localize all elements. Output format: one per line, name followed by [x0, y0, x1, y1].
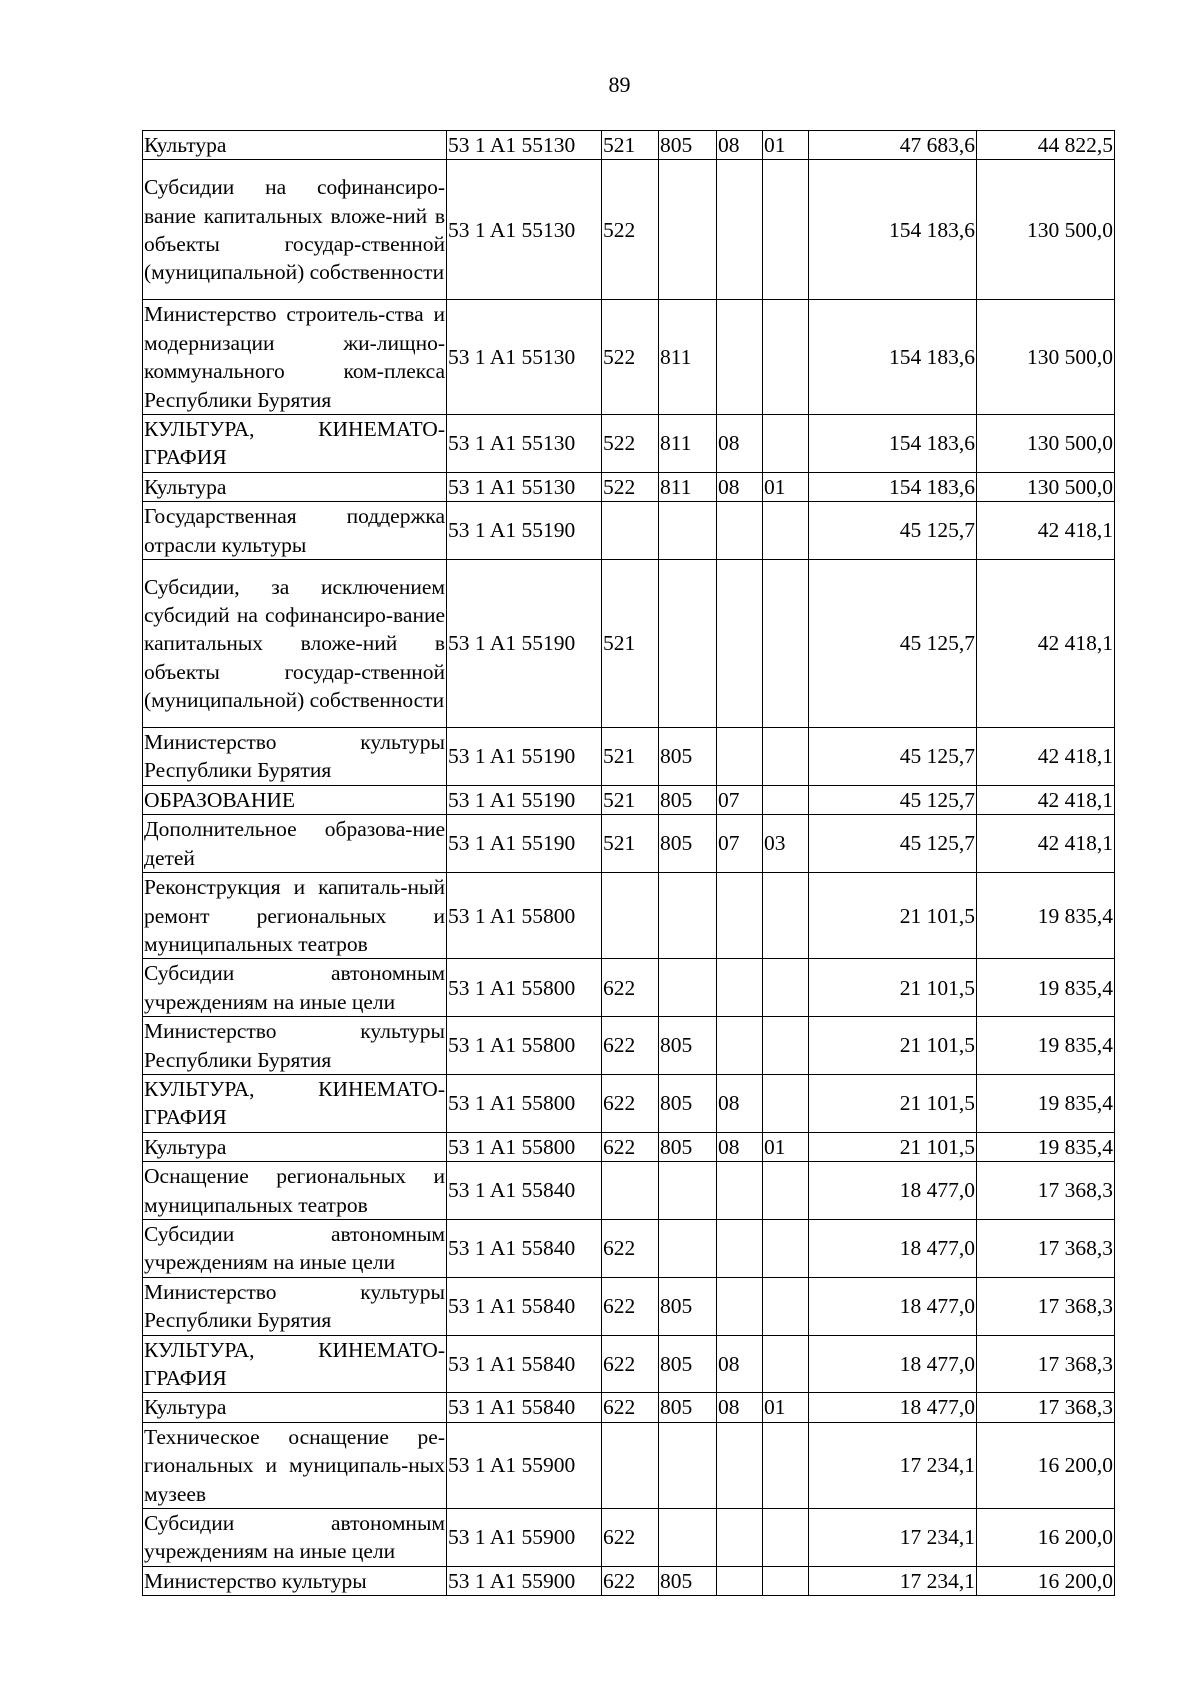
amount-year1-cell: 18 477,0	[809, 1219, 977, 1277]
subsection-cell	[763, 1566, 809, 1595]
ministry-code-cell	[659, 1422, 717, 1508]
amount-year1-cell: 17 234,1	[809, 1566, 977, 1595]
amount-year2-cell: 130 500,0	[977, 300, 1115, 415]
subsection-cell	[763, 160, 809, 300]
row-name-cell: Министерство культуры Республики Бурятия	[143, 1277, 447, 1335]
section-cell: 07	[717, 815, 763, 873]
row-name-cell: Культура	[143, 1393, 447, 1422]
section-cell	[717, 1162, 763, 1220]
table-row	[143, 1393, 1115, 1422]
target-article-cell: 53 1 A1 55190	[447, 815, 602, 873]
expense-type-cell: 622	[602, 1219, 659, 1277]
target-article-cell: 53 1 A1 55190	[447, 560, 602, 728]
ministry-code-cell: 811	[659, 300, 717, 415]
target-article-cell: 53 1 A1 55800	[447, 873, 602, 959]
amount-year2-cell: 42 418,1	[977, 728, 1115, 786]
row-name-cell: КУЛЬТУРА, КИНЕМАТО-ГРАФИЯ	[143, 1074, 447, 1132]
ministry-code-cell: 805	[659, 1566, 717, 1595]
subsection-cell	[763, 1162, 809, 1220]
table-row	[143, 959, 1115, 1017]
section-cell: 08	[717, 1132, 763, 1161]
section-cell: 08	[717, 1393, 763, 1422]
ministry-code-cell	[659, 160, 717, 300]
row-name-cell: КУЛЬТУРА, КИНЕМАТО-ГРАФИЯ	[143, 415, 447, 473]
expense-type-cell: 521	[602, 815, 659, 873]
table-row	[143, 300, 1115, 415]
target-article-cell: 53 1 A1 55130	[447, 300, 602, 415]
expense-type-cell: 522	[602, 300, 659, 415]
section-cell	[717, 1219, 763, 1277]
subsection-cell	[763, 1219, 809, 1277]
row-name-cell: Субсидии, за исключением субсидий на софинансиро-вание капитальных вложе-ний в объекты государ-ственной (муниципальной) собственности	[143, 560, 447, 728]
amount-year2-cell: 19 835,4	[977, 1132, 1115, 1161]
amount-year2-cell: 130 500,0	[977, 160, 1115, 300]
subsection-cell	[763, 1335, 809, 1393]
subsection-cell: 01	[763, 472, 809, 501]
table-row	[143, 502, 1115, 560]
ministry-code-cell: 805	[659, 785, 717, 814]
row-name-cell: Государственная поддержка отрасли культуры	[143, 502, 447, 560]
row-name-cell: Министерство культуры Республики Бурятия	[143, 728, 447, 786]
row-name-cell: КУЛЬТУРА, КИНЕМАТО-ГРАФИЯ	[143, 1335, 447, 1393]
row-name-cell: Министерство культуры Республики Бурятия	[143, 1017, 447, 1075]
table-row	[143, 131, 1115, 160]
section-cell: 08	[717, 472, 763, 501]
target-article-cell: 53 1 A1 55840	[447, 1335, 602, 1393]
row-name-cell: Культура	[143, 131, 447, 160]
expense-type-cell: 622	[602, 1393, 659, 1422]
section-cell	[717, 502, 763, 560]
amount-year1-cell: 45 125,7	[809, 502, 977, 560]
target-article-cell: 53 1 A1 55840	[447, 1162, 602, 1220]
amount-year2-cell: 17 368,3	[977, 1219, 1115, 1277]
target-article-cell: 53 1 A1 55900	[447, 1566, 602, 1595]
amount-year1-cell: 17 234,1	[809, 1422, 977, 1508]
amount-year1-cell: 18 477,0	[809, 1162, 977, 1220]
section-cell: 08	[717, 415, 763, 473]
amount-year2-cell: 42 418,1	[977, 785, 1115, 814]
amount-year2-cell: 19 835,4	[977, 1017, 1115, 1075]
section-cell	[717, 1277, 763, 1335]
expense-type-cell: 622	[602, 1566, 659, 1595]
section-cell	[717, 1017, 763, 1075]
section-cell	[717, 728, 763, 786]
section-cell	[717, 959, 763, 1017]
table-row	[143, 873, 1115, 959]
expense-type-cell: 521	[602, 785, 659, 814]
subsection-cell	[763, 300, 809, 415]
table-row	[143, 160, 1115, 300]
row-name-cell: Культура	[143, 1132, 447, 1161]
amount-year2-cell: 130 500,0	[977, 415, 1115, 473]
ministry-code-cell	[659, 1219, 717, 1277]
section-cell: 08	[717, 1074, 763, 1132]
page-number: 89	[608, 72, 631, 97]
row-name-cell: Министерство строитель-ства и модернизации жи-лищно-коммунального ком-плекса Республики Бурятия	[143, 300, 447, 415]
target-article-cell: 53 1 A1 55900	[447, 1509, 602, 1567]
amount-year1-cell: 18 477,0	[809, 1335, 977, 1393]
table-row	[143, 785, 1115, 814]
row-name-cell: ОБРАЗОВАНИЕ	[143, 785, 447, 814]
section-cell	[717, 1566, 763, 1595]
table-row	[143, 1162, 1115, 1220]
subsection-cell	[763, 1422, 809, 1508]
subsection-cell	[763, 728, 809, 786]
table-row	[143, 1566, 1115, 1595]
ministry-code-cell: 811	[659, 472, 717, 501]
budget-table	[142, 130, 1115, 1596]
expense-type-cell: 622	[602, 1074, 659, 1132]
row-name-cell: Дополнительное образова-ние детей	[143, 815, 447, 873]
table-row	[143, 1132, 1115, 1161]
amount-year1-cell: 154 183,6	[809, 160, 977, 300]
expense-type-cell	[602, 1422, 659, 1508]
expense-type-cell: 521	[602, 131, 659, 160]
expense-type-cell: 521	[602, 728, 659, 786]
section-cell	[717, 300, 763, 415]
subsection-cell	[763, 502, 809, 560]
subsection-cell: 01	[763, 1132, 809, 1161]
table-row	[143, 560, 1115, 728]
target-article-cell: 53 1 A1 55130	[447, 160, 602, 300]
row-name-cell: Субсидии автономным учреждениям на иные цели	[143, 1219, 447, 1277]
target-article-cell: 53 1 A1 55130	[447, 415, 602, 473]
amount-year2-cell: 16 200,0	[977, 1509, 1115, 1567]
ministry-code-cell	[659, 560, 717, 728]
amount-year1-cell: 18 477,0	[809, 1277, 977, 1335]
expense-type-cell	[602, 873, 659, 959]
target-article-cell: 53 1 A1 55840	[447, 1219, 602, 1277]
section-cell: 07	[717, 785, 763, 814]
target-article-cell: 53 1 A1 55190	[447, 785, 602, 814]
amount-year2-cell: 17 368,3	[977, 1162, 1115, 1220]
expense-type-cell	[602, 1162, 659, 1220]
amount-year2-cell: 17 368,3	[977, 1335, 1115, 1393]
target-article-cell: 53 1 A1 55130	[447, 131, 602, 160]
row-name-cell: Министерство культуры	[143, 1566, 447, 1595]
row-name-cell: Техническое оснащение ре-гиональных и муниципаль-ных музеев	[143, 1422, 447, 1508]
amount-year2-cell: 19 835,4	[977, 959, 1115, 1017]
table-row	[143, 472, 1115, 501]
row-name-cell: Субсидии автономным учреждениям на иные цели	[143, 1509, 447, 1567]
amount-year2-cell: 42 418,1	[977, 560, 1115, 728]
table-row	[143, 1277, 1115, 1335]
target-article-cell: 53 1 A1 55840	[447, 1277, 602, 1335]
expense-type-cell: 522	[602, 472, 659, 501]
section-cell	[717, 160, 763, 300]
amount-year2-cell: 19 835,4	[977, 1074, 1115, 1132]
amount-year1-cell: 45 125,7	[809, 815, 977, 873]
target-article-cell: 53 1 A1 55800	[447, 1017, 602, 1075]
row-name-cell: Реконструкция и капиталь-ный ремонт региональных и муниципальных театров	[143, 873, 447, 959]
amount-year1-cell: 21 101,5	[809, 873, 977, 959]
expense-type-cell: 622	[602, 959, 659, 1017]
table-row	[143, 815, 1115, 873]
ministry-code-cell: 805	[659, 815, 717, 873]
table-row	[143, 415, 1115, 473]
subsection-cell	[763, 873, 809, 959]
target-article-cell: 53 1 A1 55130	[447, 472, 602, 501]
amount-year1-cell: 47 683,6	[809, 131, 977, 160]
ministry-code-cell: 805	[659, 131, 717, 160]
table-row	[143, 728, 1115, 786]
ministry-code-cell	[659, 873, 717, 959]
amount-year1-cell: 154 183,6	[809, 300, 977, 415]
target-article-cell: 53 1 A1 55800	[447, 1132, 602, 1161]
row-name-cell: Оснащение региональных и муниципальных театров	[143, 1162, 447, 1220]
section-cell	[717, 560, 763, 728]
amount-year1-cell: 45 125,7	[809, 728, 977, 786]
row-name-cell: Субсидии на софинансиро-вание капитальных вложе-ний в объекты государ-ственной (муниципальной) собственности	[143, 160, 447, 300]
amount-year1-cell: 154 183,6	[809, 472, 977, 501]
row-name-cell: Субсидии автономным учреждениям на иные цели	[143, 959, 447, 1017]
section-cell: 08	[717, 1335, 763, 1393]
expense-type-cell	[602, 502, 659, 560]
subsection-cell	[763, 959, 809, 1017]
amount-year1-cell: 154 183,6	[809, 415, 977, 473]
ministry-code-cell: 805	[659, 1132, 717, 1161]
ministry-code-cell: 805	[659, 1393, 717, 1422]
amount-year2-cell: 16 200,0	[977, 1566, 1115, 1595]
section-cell	[717, 873, 763, 959]
subsection-cell	[763, 1017, 809, 1075]
amount-year2-cell: 44 822,5	[977, 131, 1115, 160]
subsection-cell: 03	[763, 815, 809, 873]
ministry-code-cell: 805	[659, 1017, 717, 1075]
amount-year1-cell: 45 125,7	[809, 785, 977, 814]
table-row	[143, 1017, 1115, 1075]
amount-year1-cell: 21 101,5	[809, 1074, 977, 1132]
target-article-cell: 53 1 A1 55900	[447, 1422, 602, 1508]
expense-type-cell: 622	[602, 1132, 659, 1161]
amount-year2-cell: 42 418,1	[977, 815, 1115, 873]
section-cell	[717, 1422, 763, 1508]
ministry-code-cell: 805	[659, 728, 717, 786]
expense-type-cell: 622	[602, 1335, 659, 1393]
amount-year2-cell: 42 418,1	[977, 502, 1115, 560]
subsection-cell	[763, 1509, 809, 1567]
target-article-cell: 53 1 A1 55800	[447, 1074, 602, 1132]
amount-year2-cell: 16 200,0	[977, 1422, 1115, 1508]
amount-year2-cell: 17 368,3	[977, 1393, 1115, 1422]
section-cell: 08	[717, 131, 763, 160]
amount-year2-cell: 19 835,4	[977, 873, 1115, 959]
amount-year1-cell: 21 101,5	[809, 1017, 977, 1075]
subsection-cell	[763, 415, 809, 473]
ministry-code-cell: 805	[659, 1335, 717, 1393]
table-row	[143, 1074, 1115, 1132]
expense-type-cell: 521	[602, 560, 659, 728]
expense-type-cell: 622	[602, 1017, 659, 1075]
amount-year1-cell: 17 234,1	[809, 1509, 977, 1567]
target-article-cell: 53 1 A1 55800	[447, 959, 602, 1017]
subsection-cell: 01	[763, 131, 809, 160]
subsection-cell	[763, 1277, 809, 1335]
target-article-cell: 53 1 A1 55190	[447, 502, 602, 560]
amount-year1-cell: 21 101,5	[809, 959, 977, 1017]
expense-type-cell: 622	[602, 1277, 659, 1335]
ministry-code-cell	[659, 1162, 717, 1220]
ministry-code-cell: 811	[659, 415, 717, 473]
subsection-cell	[763, 785, 809, 814]
expense-type-cell: 522	[602, 160, 659, 300]
row-name-cell: Культура	[143, 472, 447, 501]
amount-year2-cell: 17 368,3	[977, 1277, 1115, 1335]
ministry-code-cell	[659, 502, 717, 560]
ministry-code-cell	[659, 959, 717, 1017]
target-article-cell: 53 1 A1 55840	[447, 1393, 602, 1422]
expense-type-cell: 622	[602, 1509, 659, 1567]
table-row	[143, 1422, 1115, 1508]
table-row	[143, 1219, 1115, 1277]
expense-type-cell: 522	[602, 415, 659, 473]
table-body	[143, 131, 1115, 1596]
amount-year1-cell: 45 125,7	[809, 560, 977, 728]
subsection-cell: 01	[763, 1393, 809, 1422]
ministry-code-cell: 805	[659, 1074, 717, 1132]
subsection-cell	[763, 560, 809, 728]
ministry-code-cell	[659, 1509, 717, 1567]
section-cell	[717, 1509, 763, 1567]
target-article-cell: 53 1 A1 55190	[447, 728, 602, 786]
ministry-code-cell: 805	[659, 1277, 717, 1335]
amount-year1-cell: 18 477,0	[809, 1393, 977, 1422]
table-row	[143, 1335, 1115, 1393]
amount-year2-cell: 130 500,0	[977, 472, 1115, 501]
table-row	[143, 1509, 1115, 1567]
subsection-cell	[763, 1074, 809, 1132]
amount-year1-cell: 21 101,5	[809, 1132, 977, 1161]
